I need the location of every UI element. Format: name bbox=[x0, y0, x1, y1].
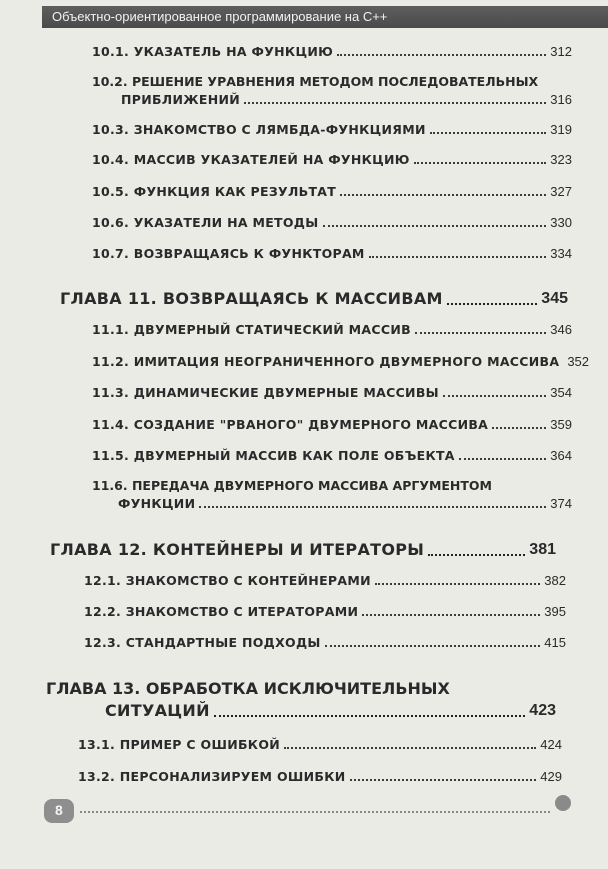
toc-entry-title: 10.7. ВОЗВРАЩАЯСЬ К ФУНКТОРАМ bbox=[92, 246, 365, 261]
toc-entry-10-7[interactable] bbox=[92, 246, 572, 261]
toc-entry-11-3[interactable] bbox=[92, 385, 572, 400]
dot-leader bbox=[362, 614, 540, 616]
toc-chapter-13[interactable] bbox=[105, 701, 556, 720]
page-number: 8 bbox=[55, 802, 63, 818]
toc-chapter-title-line1: ГЛАВА 13. ОБРАБОТКА ИСКЛЮЧИТЕЛЬНЫХ bbox=[46, 679, 450, 698]
toc-entry-title: 12.2. ЗНАКОМСТВО С ИТЕРАТОРАМИ bbox=[84, 604, 359, 619]
toc-entry-page: 334 bbox=[550, 246, 572, 261]
toc-entry-title: 13.1. ПРИМЕР С ОШИБКОЙ bbox=[78, 737, 281, 752]
toc-entry-13-1[interactable] bbox=[78, 737, 562, 752]
toc-entry-page: 359 bbox=[550, 417, 572, 432]
toc-entry-title: 10.5. ФУНКЦИЯ КАК РЕЗУЛЬТАТ bbox=[92, 184, 337, 199]
toc-entry-title: 10.6. УКАЗАТЕЛИ НА МЕТОДЫ bbox=[92, 215, 319, 230]
toc-entry-title: 12.1. ЗНАКОМСТВО С КОНТЕЙНЕРАМИ bbox=[84, 573, 371, 588]
dot-leader bbox=[443, 395, 546, 397]
toc-entry-10-1[interactable] bbox=[92, 44, 572, 59]
footer-bullet bbox=[555, 795, 571, 811]
toc-chapter-12[interactable] bbox=[50, 540, 556, 559]
toc-entry-title: 12.3. СТАНДАРТНЫЕ ПОДХОДЫ bbox=[84, 635, 321, 650]
dot-leader bbox=[375, 583, 540, 585]
toc-chapter-page: 345 bbox=[541, 290, 568, 307]
toc-entry-page: 319 bbox=[550, 122, 572, 137]
toc-entry-12-3[interactable] bbox=[84, 635, 566, 650]
toc-entry-11-1[interactable] bbox=[92, 322, 572, 337]
toc-entry-page: 395 bbox=[544, 604, 566, 619]
toc-entry-10-3[interactable] bbox=[92, 122, 572, 137]
dot-leader bbox=[323, 225, 547, 227]
dot-leader bbox=[369, 256, 547, 258]
dot-leader bbox=[350, 779, 537, 781]
toc-entry-page: 346 bbox=[550, 322, 572, 337]
toc-entry-title: ПРИБЛИЖЕНИЙ bbox=[121, 92, 240, 107]
toc-entry-title: 11.5. ДВУМЕРНЫЙ МАССИВ КАК ПОЛЕ ОБЪЕКТА bbox=[92, 448, 455, 463]
toc-entry-page: 364 bbox=[550, 448, 572, 463]
dot-leader bbox=[244, 102, 546, 104]
dot-leader bbox=[214, 715, 526, 717]
toc-chapter-11[interactable] bbox=[60, 289, 568, 308]
dot-leader bbox=[415, 332, 546, 334]
toc-entry-10-4[interactable] bbox=[92, 152, 572, 167]
toc-entry-12-1[interactable] bbox=[84, 573, 566, 588]
toc-entry-title: 10.1. УКАЗАТЕЛЬ НА ФУНКЦИЮ bbox=[92, 44, 334, 59]
running-header-title: Объектно-ориентированное программирование на С++ bbox=[52, 9, 388, 24]
toc-entry-page: 316 bbox=[550, 92, 572, 107]
dot-leader bbox=[340, 194, 546, 196]
toc-entry-title-line1: 10.2. РЕШЕНИЕ УРАВНЕНИЯ МЕТОДОМ ПОСЛЕДОВАТЕЛЬНЫХ bbox=[92, 74, 539, 89]
toc-entry-page: 352 bbox=[567, 354, 590, 369]
dot-leader bbox=[284, 747, 536, 749]
toc-entry-page: 374 bbox=[550, 496, 572, 511]
toc-entry-title: 10.4. МАССИВ УКАЗАТЕЛЕЙ НА ФУНКЦИЮ bbox=[92, 152, 410, 167]
toc-entry-page: 415 bbox=[544, 635, 566, 650]
dot-leader bbox=[428, 554, 525, 556]
running-header bbox=[42, 6, 608, 28]
page-number-tab bbox=[44, 799, 74, 823]
toc-entry-13-2[interactable] bbox=[78, 769, 562, 784]
toc-entry-page: 330 bbox=[550, 215, 572, 230]
toc-entry-11-5[interactable] bbox=[92, 448, 572, 463]
toc-chapter-title: ГЛАВА 12. КОНТЕЙНЕРЫ И ИТЕРАТОРЫ bbox=[50, 540, 425, 559]
toc-entry-page: 312 bbox=[550, 44, 572, 59]
toc-entry-10-5[interactable] bbox=[92, 184, 572, 199]
toc-entry-title: 10.3. ЗНАКОМСТВО С ЛЯМБДА-ФУНКЦИЯМИ bbox=[92, 122, 426, 137]
toc-entry-11-4[interactable] bbox=[92, 417, 572, 432]
dot-leader bbox=[414, 162, 547, 164]
toc-entry-10-2[interactable] bbox=[121, 92, 572, 107]
toc-entry-title: ФУНКЦИИ bbox=[118, 496, 196, 511]
toc-entry-page: 354 bbox=[550, 385, 572, 400]
dot-leader bbox=[459, 458, 547, 460]
toc-entry-page: 323 bbox=[550, 152, 572, 167]
footer-dotted-rule bbox=[80, 811, 550, 813]
toc-entry-page: 382 bbox=[544, 573, 566, 588]
dot-leader bbox=[447, 303, 538, 305]
toc-entry-12-2[interactable] bbox=[84, 604, 566, 619]
toc-entry-page: 327 bbox=[550, 184, 572, 199]
toc-entry-page: 424 bbox=[540, 737, 562, 752]
dot-leader bbox=[325, 645, 541, 647]
toc-entry-title: 13.2. ПЕРСОНАЛИЗИРУЕМ ОШИБКИ bbox=[78, 769, 346, 784]
dot-leader bbox=[337, 54, 546, 56]
toc-entry-11-2[interactable] bbox=[92, 354, 590, 369]
toc-entry-10-6[interactable] bbox=[92, 215, 572, 230]
dot-leader bbox=[492, 427, 546, 429]
toc-entry-11-6[interactable] bbox=[118, 496, 572, 511]
toc-chapter-title: ГЛАВА 11. ВОЗВРАЩАЯСЬ К МАССИВАМ bbox=[60, 289, 443, 308]
dot-leader bbox=[430, 132, 547, 134]
toc-entry-title: 11.3. ДИНАМИЧЕСКИЕ ДВУМЕРНЫЕ МАССИВЫ bbox=[92, 385, 439, 400]
toc-chapter-page: 381 bbox=[529, 541, 556, 558]
toc-chapter-title: СИТУАЦИЙ bbox=[105, 701, 210, 720]
toc-entry-title: 11.2. ИМИТАЦИЯ НЕОГРАНИЧЕННОГО ДВУМЕРНОГО МАССИВА bbox=[92, 354, 560, 369]
dot-leader bbox=[199, 506, 546, 508]
toc-chapter-page: 423 bbox=[529, 702, 556, 719]
toc-entry-page: 429 bbox=[540, 769, 562, 784]
toc-entry-title: 11.1. ДВУМЕРНЫЙ СТАТИЧЕСКИЙ МАССИВ bbox=[92, 322, 411, 337]
toc-entry-title: 11.4. СОЗДАНИЕ "РВАНОГО" ДВУМЕРНОГО МАССИВА bbox=[92, 417, 489, 432]
toc-entry-title-line1: 11.6. ПЕРЕДАЧА ДВУМЕРНОГО МАССИВА АРГУМЕНТОМ bbox=[92, 478, 492, 493]
